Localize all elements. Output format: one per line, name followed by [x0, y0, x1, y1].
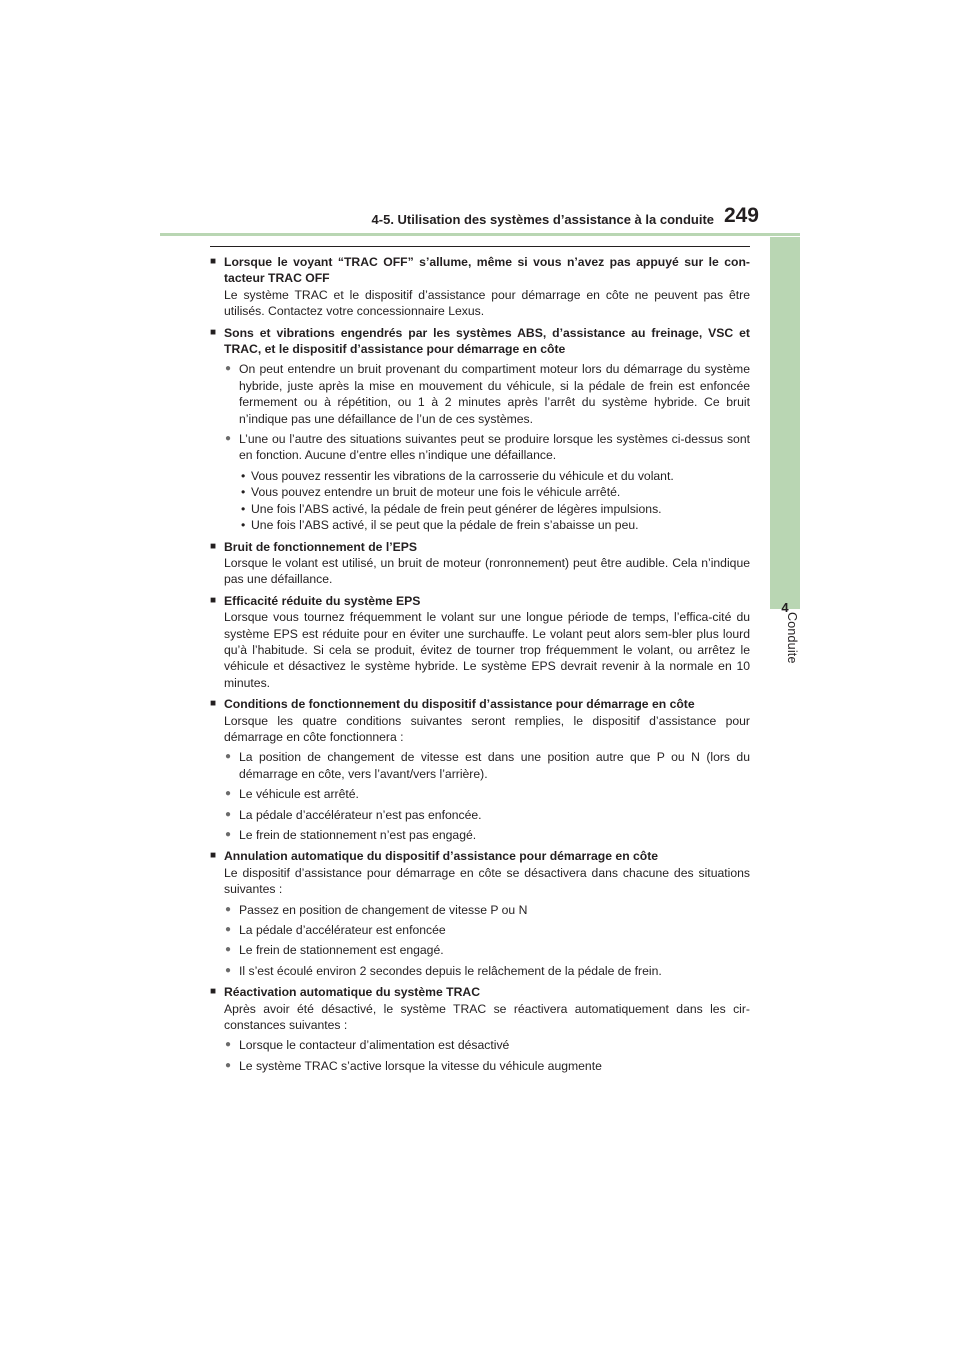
bullet-item	[210, 902, 750, 918]
bullet-item	[210, 361, 750, 427]
bullet-item	[210, 963, 750, 979]
section-title-text: Conditions de fonctionnement du dispositif d’assistance pour démarrage en côte	[224, 697, 695, 712]
chapter-label: Conduite	[785, 612, 799, 664]
circle-bullet-icon: ●	[225, 433, 232, 445]
square-bullet-icon: ■	[210, 698, 217, 710]
section-title-text: Efficacité réduite du système EPS	[224, 593, 421, 608]
bullet-text: La pédale d’accélérateur n’est pas enfoncée.	[239, 807, 482, 822]
section-title	[210, 254, 750, 287]
section-paragraph: Après avoir été désactivé, le système TRAC se réactivera automatiquement dans les cir-constances suivantes :	[224, 1001, 750, 1033]
section-title-text: Réactivation automatique du système TRAC	[224, 985, 480, 1000]
section	[210, 325, 750, 534]
square-bullet-icon: ■	[210, 326, 217, 338]
square-bullet-icon: ■	[210, 256, 217, 267]
bullet-item	[210, 922, 750, 938]
bullet-text: Le frein de stationnement est engagé.	[239, 943, 444, 958]
bullet-item	[210, 1037, 750, 1053]
section-paragraph: Lorsque vous tournez fréquemment le volant sur une longue période de temps, l’effica-cité du système EPS est réduite pour en éviter une surchauffe. Le volant peut alors sem-bler plus lourd qu’à l’habitude. Si cela se produit, évitez de tourner trop fréquemment le volant, ou arrêtez le véhicule et désactivez le système hybride. Le système EPS devrait revenir à la normale en 10 minutes.	[224, 610, 750, 690]
sub-item-text: Une fois l’ABS activé, la pédale de frein peut générer de légères impulsions.	[251, 501, 662, 516]
circle-bullet-icon: ●	[225, 788, 232, 800]
manual-content	[210, 254, 750, 1079]
sub-item	[210, 501, 750, 517]
chapter-side-tab	[770, 237, 800, 609]
bullet-item	[210, 827, 750, 843]
page-header	[160, 200, 800, 236]
circle-bullet-icon: ●	[225, 1039, 232, 1051]
circle-bullet-icon: ●	[225, 964, 232, 976]
bullet-text: Lorsque le contacteur d’alimentation est désactivé	[239, 1038, 510, 1053]
bullet-text: Le système TRAC s’active lorsque la vitesse du véhicule augmente	[239, 1058, 602, 1073]
section	[210, 539, 750, 588]
small-bullet-icon: •	[241, 501, 246, 516]
bullet-item	[210, 749, 750, 782]
sub-item	[210, 468, 750, 484]
circle-bullet-icon: ●	[225, 924, 232, 936]
bullet-text: Le frein de stationnement n’est pas engagé.	[239, 828, 477, 842]
content-top-rule	[210, 246, 750, 247]
circle-bullet-icon: ●	[225, 808, 232, 820]
square-bullet-icon: ■	[210, 540, 217, 552]
bullet-text: La position de changement de vitesse est dans une position autre que P ou N (lors du démarrage en côte, vers l’avant/vers l’arrière).	[239, 750, 750, 781]
square-bullet-icon: ■	[210, 594, 217, 606]
sub-item-text: Vous pouvez ressentir les vibrations de la carrosserie du véhicule et du volant.	[251, 468, 674, 483]
section	[210, 696, 750, 843]
square-bullet-icon: ■	[210, 850, 217, 862]
section-title	[210, 593, 750, 609]
section-paragraph: Lorsque le volant est utilisé, un bruit de moteur (ronronnement) peut être audible. Cela n’indique pas une défaillance.	[224, 555, 750, 587]
sub-item	[210, 484, 750, 500]
chapter-number: 4	[781, 600, 789, 615]
circle-bullet-icon: ●	[225, 751, 232, 763]
section-title	[210, 848, 750, 864]
section-title-text: Lorsque le voyant “TRAC OFF” s’allume, même si vous n’avez pas appuyé sur le con-tacteur TRAC OFF	[224, 255, 750, 286]
section-paragraph: Lorsque les quatre conditions suivantes seront remplies, le dispositif d’assistance pour démarrage en côte fonctionnera :	[224, 713, 750, 744]
section-title	[210, 984, 750, 1000]
section-title	[210, 539, 750, 555]
circle-bullet-icon: ●	[225, 944, 232, 956]
bullet-text: La pédale d’accélérateur est enfoncée	[239, 923, 446, 938]
small-bullet-icon: •	[241, 518, 246, 533]
section	[210, 984, 750, 1074]
sub-item	[210, 517, 750, 533]
bullet-text: L’une ou l’autre des situations suivantes peut se produire lorsque les systèmes ci-dessus sont en fonction. Aucune d’entre elles n’indique une défaillance.	[239, 432, 750, 463]
bullet-text: Passez en position de changement de vitesse P ou N	[239, 902, 528, 917]
section	[210, 593, 750, 691]
bullet-item	[210, 942, 750, 958]
section-title	[210, 696, 750, 712]
section-paragraph: Le système TRAC et le dispositif d’assistance pour démarrage en côte ne peuvent pas être utilisés. Contactez votre concessionnaire Lexus.	[224, 287, 750, 319]
bullet-text: Il s’est écoulé environ 2 secondes depuis le relâchement de la pédale de frein.	[239, 963, 662, 978]
section-paragraph: Le dispositif d’assistance pour démarrage en côte se désactivera dans chacune des situations suivantes :	[224, 865, 750, 897]
sub-item-text: Vous pouvez entendre un bruit de moteur une fois le véhicule arrêté.	[251, 485, 621, 500]
section-title-text: Annulation automatique du dispositif d’assistance pour démarrage en côte	[224, 849, 659, 864]
page-number: 249	[723, 204, 759, 227]
section-title-text: Sons et vibrations engendrés par les systèmes ABS, d’assistance au freinage, VSC et TRAC, et le dispositif d’assistance pour démarrage en côte	[224, 325, 750, 357]
bullet-item	[210, 786, 750, 802]
bullet-item	[210, 807, 750, 823]
section	[210, 848, 750, 979]
circle-bullet-icon: ●	[225, 903, 232, 915]
circle-bullet-icon: ●	[225, 363, 232, 375]
bullet-text: Le véhicule est arrêté.	[239, 787, 359, 802]
chapter-title: 4-5. Utilisation des systèmes d’assistance à la conduite	[371, 212, 714, 227]
bullet-item	[210, 1058, 750, 1074]
bullet-item	[210, 431, 750, 464]
sub-item-text: Une fois l’ABS activé, il se peut que la pédale de frein s’abaisse un peu.	[251, 518, 639, 533]
bullet-text: On peut entendre un bruit provenant du compartiment moteur lors du démarrage du système hybride, juste après la mise en mouvement du véhicule, si la pédale de frein est enfoncée fermement ou à répétition, ou 1 à 2 minutes après l’arrêt du système hybride. Ce bruit n’indique pas une défaillance de l’un de ces systèmes.	[239, 362, 750, 426]
header-rule	[160, 233, 800, 236]
section-title	[210, 325, 750, 358]
circle-bullet-icon: ●	[225, 829, 232, 840]
circle-bullet-icon: ●	[225, 1059, 232, 1071]
section	[210, 254, 750, 320]
small-bullet-icon: •	[241, 485, 246, 500]
sub-list	[210, 468, 750, 534]
small-bullet-icon: •	[241, 468, 246, 483]
square-bullet-icon: ■	[210, 986, 217, 998]
section-title-text: Bruit de fonctionnement de l’EPS	[224, 539, 417, 554]
